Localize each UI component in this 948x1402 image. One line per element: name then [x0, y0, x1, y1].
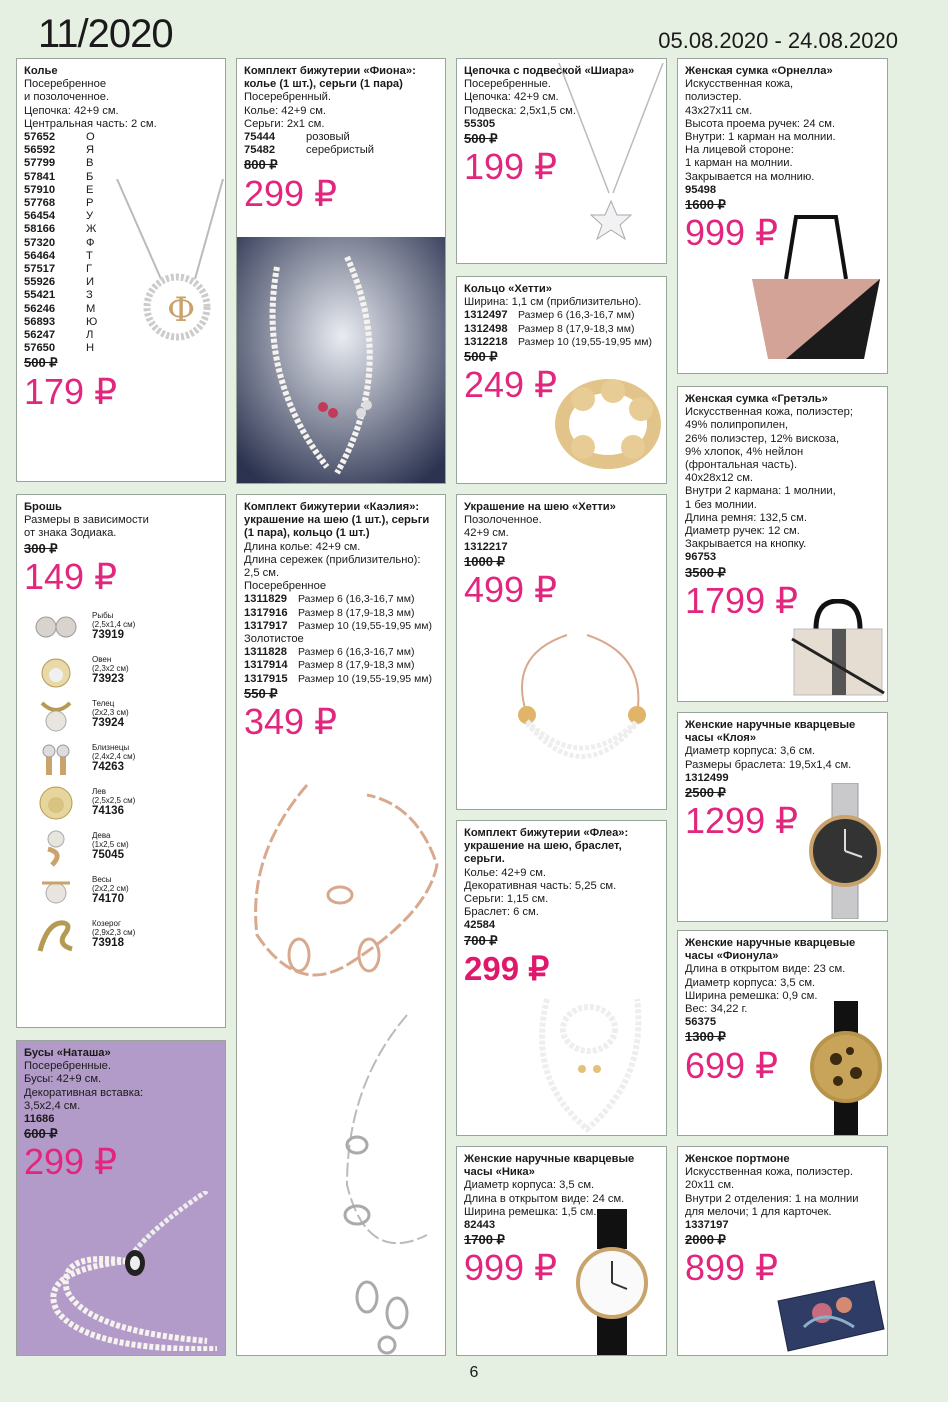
list-item: 1317916 Размер 8 (17,9-18,3 мм) — [244, 606, 415, 619]
product-desc: Длина колье: 42+9 см. Длина сережек (приблизительно): 2,5 см. — [244, 540, 421, 580]
virgo-brooch-icon — [34, 827, 78, 867]
product-title: Цепочка с подвеской «Шиара» — [464, 65, 635, 77]
list-item: 57320 Ф — [24, 236, 95, 249]
old-price: 1000 ₽ — [464, 553, 505, 569]
price: 699 ₽ — [685, 1044, 778, 1086]
old-price: 300 ₽ — [24, 540, 58, 556]
price: 999 ₽ — [685, 212, 778, 254]
old-price: 700 ₽ — [464, 932, 498, 948]
list-item: 56246 М — [24, 302, 96, 315]
price: 899 ₽ — [685, 1247, 778, 1289]
product-desc: Посеребренное и позолоченное. Цепочка: 42+9 см. Центральная часть: 2 см. — [24, 78, 157, 130]
product-desc: Искусственная кожа, полиэстер. 43х27х11 см. Высота проема ручек: 24 см. Внутри: 1 карман на молнии. На лицевой стороне: 1 карман на молнии. Закрывается на молнию. — [685, 78, 836, 183]
price: 199 ₽ — [464, 146, 557, 188]
product-title: Колье — [24, 65, 58, 77]
taurus-brooch-icon — [34, 695, 78, 735]
product-code: 55305 — [464, 117, 496, 130]
product-title: Брошь — [24, 501, 62, 513]
list-item: 57768 Р — [24, 197, 94, 210]
issue-number: 11/2020 — [38, 12, 173, 56]
product-code: 1312499 — [685, 771, 729, 784]
old-price: 2500 ₽ — [685, 785, 726, 801]
list-item: 1311828 Размер 6 (16,3-16,7 мм) — [244, 646, 415, 659]
capricorn-brooch-icon — [34, 915, 78, 955]
zodiac-list — [34, 605, 218, 957]
product-card-ring-hetti[interactable] — [456, 276, 667, 484]
price: 999 ₽ — [464, 1247, 557, 1289]
product-code: 95498 — [685, 183, 717, 196]
product-card-kaelia[interactable] — [236, 494, 446, 1356]
product-code: 1337197 — [685, 1219, 729, 1232]
list-item: 58166 Ж — [24, 223, 97, 236]
size-list — [464, 309, 659, 349]
price: 1799 ₽ — [685, 579, 798, 621]
product-code: 82443 — [464, 1219, 496, 1232]
old-price: 500 ₽ — [24, 355, 58, 371]
ring-image — [553, 369, 663, 479]
list-item: Козерог (2,9х2,3 см) 73918 — [34, 913, 218, 957]
product-code: 56375 — [685, 1016, 717, 1029]
list-item: 56592 Я — [24, 144, 95, 157]
old-price: 500 ₽ — [464, 349, 498, 365]
product-card-brooch[interactable] — [16, 494, 226, 1028]
product-code: 96753 — [685, 551, 717, 564]
product-title: Женские наручные кварцевые часы «Ника» — [464, 1153, 635, 1179]
list-item: 57652 О — [24, 131, 95, 144]
old-price: 550 ₽ — [244, 685, 278, 701]
list-item: 1312498 Размер 8 (17,9-18,3 мм) — [464, 322, 635, 335]
list-item: 1317914 Размер 8 (17,9-18,3 мм) — [244, 659, 415, 672]
old-price: 2000 ₽ — [685, 1232, 726, 1248]
price: 149 ₽ — [24, 555, 117, 597]
flea-set-image — [527, 989, 665, 1135]
product-desc: Длина в открытом виде: 23 см. Диаметр корпуса: 3,5 см. Ширина ремешка: 0,9 см. Вес: 34,22 г. — [685, 963, 846, 1016]
old-price: 1300 ₽ — [685, 1029, 726, 1045]
product-desc: Искусственная кожа, полиэстер. 20х11 см. Внутри 2 отделения: 1 на молнии для мелочи; 1 для карточек. — [685, 1166, 859, 1218]
old-price: 600 ₽ — [24, 1126, 58, 1142]
product-desc: Посеребренный. Колье: 42+9 см. Серьги: 2х1 см. — [244, 91, 332, 130]
product-title: Бусы «Наташа» — [24, 1047, 111, 1059]
list-item: 56247 Л — [24, 329, 94, 342]
list-item: 1317915 Размер 10 (19,55-19,95 мм) — [244, 672, 432, 685]
product-card-fionula[interactable] — [677, 930, 888, 1136]
aries-brooch-icon — [34, 651, 78, 691]
necklace-image — [109, 179, 226, 379]
old-price: 1700 ₽ — [464, 1232, 505, 1248]
old-price: 3500 ₽ — [685, 564, 726, 580]
price: 1299 ₽ — [685, 800, 798, 842]
product-card-shiara[interactable] — [456, 58, 667, 264]
list-item: Весы (2х2,2 см) 74170 — [34, 869, 218, 913]
product-desc: Позолоченное. 42+9 см. — [464, 514, 542, 540]
chloe-watch-image — [806, 783, 886, 919]
product-title: Комплект бижутерии «Каэлия»: украшение на шею (1 шт.), серьги (1 пара), кольцо (1 шт.) — [244, 501, 430, 540]
list-item: 56454 У — [24, 210, 94, 223]
price: 249 ₽ — [464, 364, 557, 406]
product-card-flea[interactable] — [456, 820, 667, 1136]
gemini-brooch-icon — [34, 739, 78, 779]
list-item: 75444 розовый — [244, 131, 350, 144]
product-card-fiona[interactable] — [236, 58, 446, 484]
product-card-gretel[interactable] — [677, 386, 888, 702]
price: 299 ₽ — [464, 949, 550, 987]
libra-brooch-icon — [34, 871, 78, 911]
nika-watch-image — [573, 1209, 653, 1355]
product-desc: Ширина: 1,1 см (приблизительно). — [464, 296, 642, 309]
product-code: 1312217 — [464, 540, 508, 553]
product-desc: Диаметр корпуса: 3,6 см. Размеры браслета: 19,5х1,4 см. — [685, 745, 852, 771]
silver-label: Посеребренное — [244, 580, 327, 593]
list-item: 1311829 Размер 6 (16,3-16,7 мм) — [244, 593, 415, 606]
gretel-bag-image — [788, 599, 888, 699]
product-title: Женские наручные кварцевые часы «Фионула» — [685, 937, 856, 963]
list-item: 75482 серебристый — [244, 144, 375, 157]
svg-text:Ф: Ф — [167, 290, 196, 330]
list-item: 57650 Н — [24, 342, 95, 355]
kaelia-jewelry-image — [237, 765, 446, 1355]
list-item: 55421 З — [24, 289, 93, 302]
list-item: Овен (2,3х2 см) 73923 — [34, 649, 218, 693]
star-pendant-image — [557, 63, 665, 263]
list-item: 57910 Е — [24, 183, 94, 196]
product-desc: Посеребренные. Бусы: 42+9 см. Декоративная вставка: 3,5х2,4 см. — [24, 1060, 144, 1112]
list-item: Рыбы (2,5х1,4 см) 73919 — [34, 605, 218, 649]
product-desc: Размеры в зависимости от знака Зодиака. — [24, 514, 149, 540]
product-desc: Колье: 42+9 см. Декоративная часть: 5,25 см. Серьги: 1,15 см. Браслет: 6 см. — [464, 866, 617, 919]
product-card-wallet[interactable] — [677, 1146, 888, 1356]
product-title: Кольцо «Хетти» — [464, 283, 553, 295]
product-title: Комплект бижутерии «Фиона»: колье (1 шт.), серьги (1 пара) — [244, 65, 416, 91]
list-item: 55926 И — [24, 276, 95, 289]
price: 179 ₽ — [24, 370, 117, 412]
list-item: 1312497 Размер 6 (16,3-16,7 мм) — [464, 309, 635, 322]
pearl-necklace-image — [27, 1191, 222, 1351]
list-item: 1312218 Размер 10 (19,55-19,95 мм) — [464, 335, 652, 348]
list-item: 57799 В — [24, 157, 94, 170]
product-desc: Посеребренные. Цепочка: 42+9 см. Подвеска: 2,5х1,5 см. — [464, 78, 576, 117]
product-card-hetti-neck[interactable] — [456, 494, 667, 810]
product-title: Женские наручные кварцевые часы «Клоя» — [685, 719, 856, 745]
hetti-necklace-image — [497, 625, 657, 805]
wallet-image — [774, 1277, 886, 1353]
product-card-chloe[interactable] — [677, 712, 888, 922]
product-card-ornella[interactable] — [677, 58, 888, 374]
fiona-photo — [237, 237, 446, 484]
old-price: 800 ₽ — [244, 157, 278, 173]
price: 349 ₽ — [244, 701, 337, 743]
list-item: Близнецы (2,4х2,4 см) 74263 — [34, 737, 218, 781]
price: 299 ₽ — [244, 172, 337, 214]
product-code: 42584 — [464, 919, 496, 932]
product-card-necklace[interactable] — [16, 58, 226, 482]
list-item: 57841 Б — [24, 170, 94, 183]
product-card-nika[interactable] — [456, 1146, 667, 1356]
list-item: 1317917 Размер 10 (19,55-19,95 мм) — [244, 619, 432, 632]
list-item: Телец (2х2,3 см) 73924 — [34, 693, 218, 737]
leo-brooch-icon — [34, 783, 78, 823]
catalog-dates: 05.08.2020 - 24.08.2020 — [658, 28, 898, 53]
gold-label: Золотистое — [244, 633, 304, 646]
ornella-bag-image — [746, 209, 886, 369]
product-title: Женская сумка «Гретэль» — [685, 393, 828, 405]
old-price: 1600 ₽ — [685, 197, 726, 213]
price: 499 ₽ — [464, 569, 557, 611]
fionula-watch-image — [806, 1001, 886, 1135]
list-item: Дева (1х2,5 см) 75045 — [34, 825, 218, 869]
product-title: Комплект бижутерии «Флеа»: украшение на шею, браслет, серьги. — [464, 827, 629, 866]
price: 299 ₽ — [24, 1141, 117, 1183]
gold-sizes — [244, 646, 438, 686]
list-item: Лев (2,5х2,5 см) 74136 — [34, 781, 218, 825]
product-desc: Искусственная кожа, полиэстер; 49% полипропилен, 26% полиэстер, 12% вискоза, 9% хлопок, 4% нейлон (фронтальная часть). 40х28х12 см. Внутри 2 кармана: 1 молнии, 1 без молнии. Длина ремня: 132,5 см. Диаметр ручек: 12 см. Закрывается на кнопку. — [685, 406, 853, 551]
product-code: 11686 — [24, 1113, 55, 1126]
silver-sizes — [244, 593, 438, 633]
product-title: Женская сумка «Орнелла» — [685, 65, 833, 77]
old-price: 500 ₽ — [464, 131, 498, 147]
list-item: 57517 Г — [24, 263, 93, 276]
product-card-natasha[interactable] — [16, 1040, 226, 1356]
product-title: Женское портмоне — [685, 1153, 790, 1165]
pisces-brooch-icon — [34, 607, 78, 647]
page-number: 6 — [469, 1364, 479, 1381]
list-item: 56464 Т — [24, 249, 93, 262]
list-item: 56893 Ю — [24, 315, 98, 328]
product-title: Украшение на шею «Хетти» — [464, 501, 616, 513]
product-desc: Диаметр корпуса: 3,5 см. Длина в открытом виде: 24 см. Ширина ремешка: 1,5 см. — [464, 1179, 625, 1218]
